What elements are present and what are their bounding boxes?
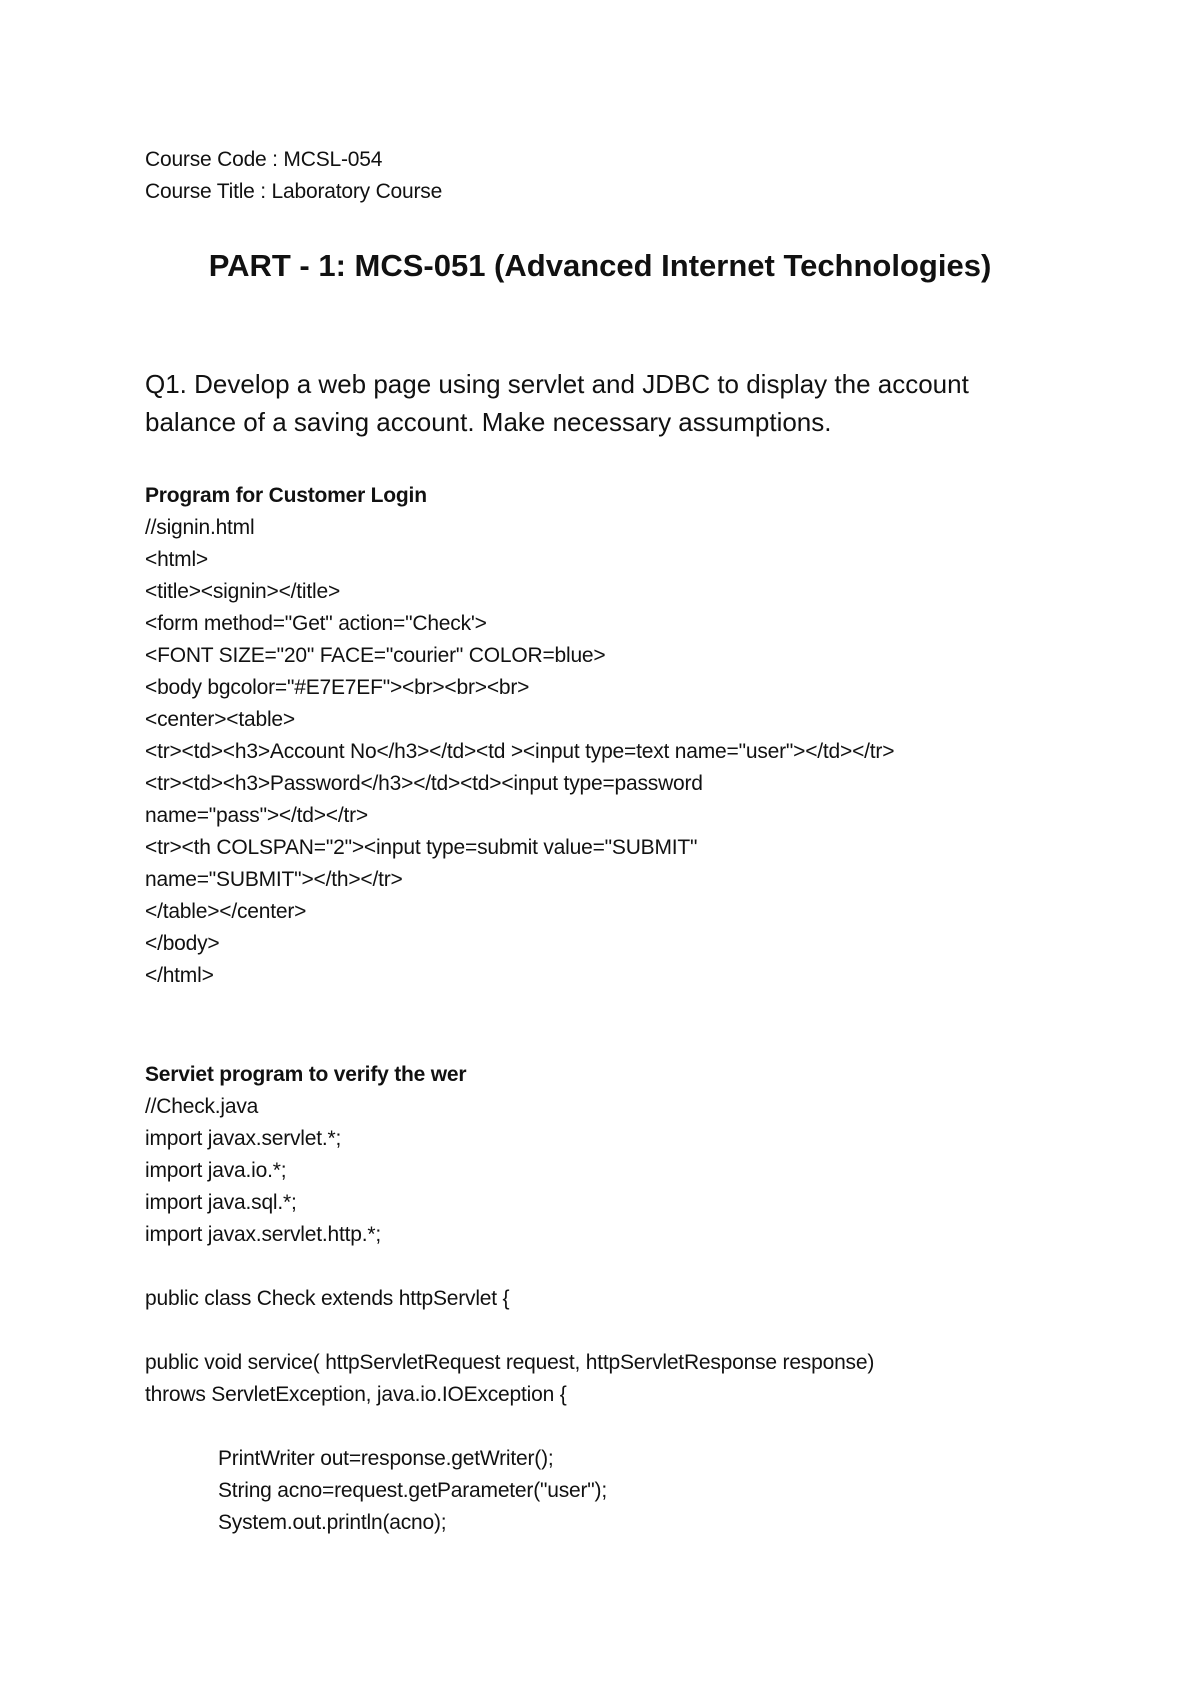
method-body-line: System.out.println(acno); [218,1511,447,1534]
code-line: import java.io.*; [145,1159,287,1182]
section1-heading: Program for Customer Login [145,484,427,507]
question-line-2: balance of a saving account. Make necessary assumptions. [145,407,832,437]
code-line: //signin.html [145,516,255,539]
class-declaration: public class Check extends httpServlet { [145,1287,510,1310]
code-line: <form method="Get" action="Check'> [145,612,487,635]
code-line: <html> [145,548,208,571]
code-line: <FONT SIZE="20" FACE="courier" COLOR=blue> [145,644,606,667]
course-title: Course Title : Laboratory Course [145,180,443,203]
code-line: <tr><td><h3>Account No</h3></td><td ><input type=text name="user"></td></tr> [145,740,895,763]
method-body-line: String acno=request.getParameter("user"); [218,1479,607,1502]
code-line: import javax.servlet.http.*; [145,1223,381,1246]
code-line: import javax.servlet.*; [145,1127,342,1150]
question-line-1: Q1. Develop a web page using servlet and JDBC to display the account [145,369,969,399]
code-line: </html> [145,964,214,987]
method-signature-line-2: throws ServletException, java.io.IOException { [145,1383,567,1406]
section2-heading: Serviet program to verify the wer [145,1063,467,1086]
code-line: <center><table> [145,708,295,731]
code-line: </body> [145,932,220,955]
code-line: //Check.java [145,1095,259,1118]
code-line: import java.sql.*; [145,1191,297,1214]
code-line: </table></center> [145,900,307,923]
course-code: Course Code : MCSL-054 [145,148,383,171]
code-line: name="SUBMIT"></th></tr> [145,868,403,891]
code-line: <body bgcolor="#E7E7EF"><br><br><br> [145,676,530,699]
code-line: name="pass"></td></tr> [145,804,368,827]
code-line: <tr><th COLSPAN="2"><input type=submit value="SUBMIT" [145,836,698,859]
method-signature-line-1: public void service( httpServletRequest request, httpServletResponse response) [145,1351,875,1374]
part-heading: PART - 1: MCS-051 (Advanced Internet Technologies) [208,248,992,283]
code-line: <tr><td><h3>Password</h3></td><td><input type=password [145,772,703,795]
method-body-line: PrintWriter out=response.getWriter(); [218,1447,554,1470]
code-line: <title><signin></title> [145,580,341,603]
